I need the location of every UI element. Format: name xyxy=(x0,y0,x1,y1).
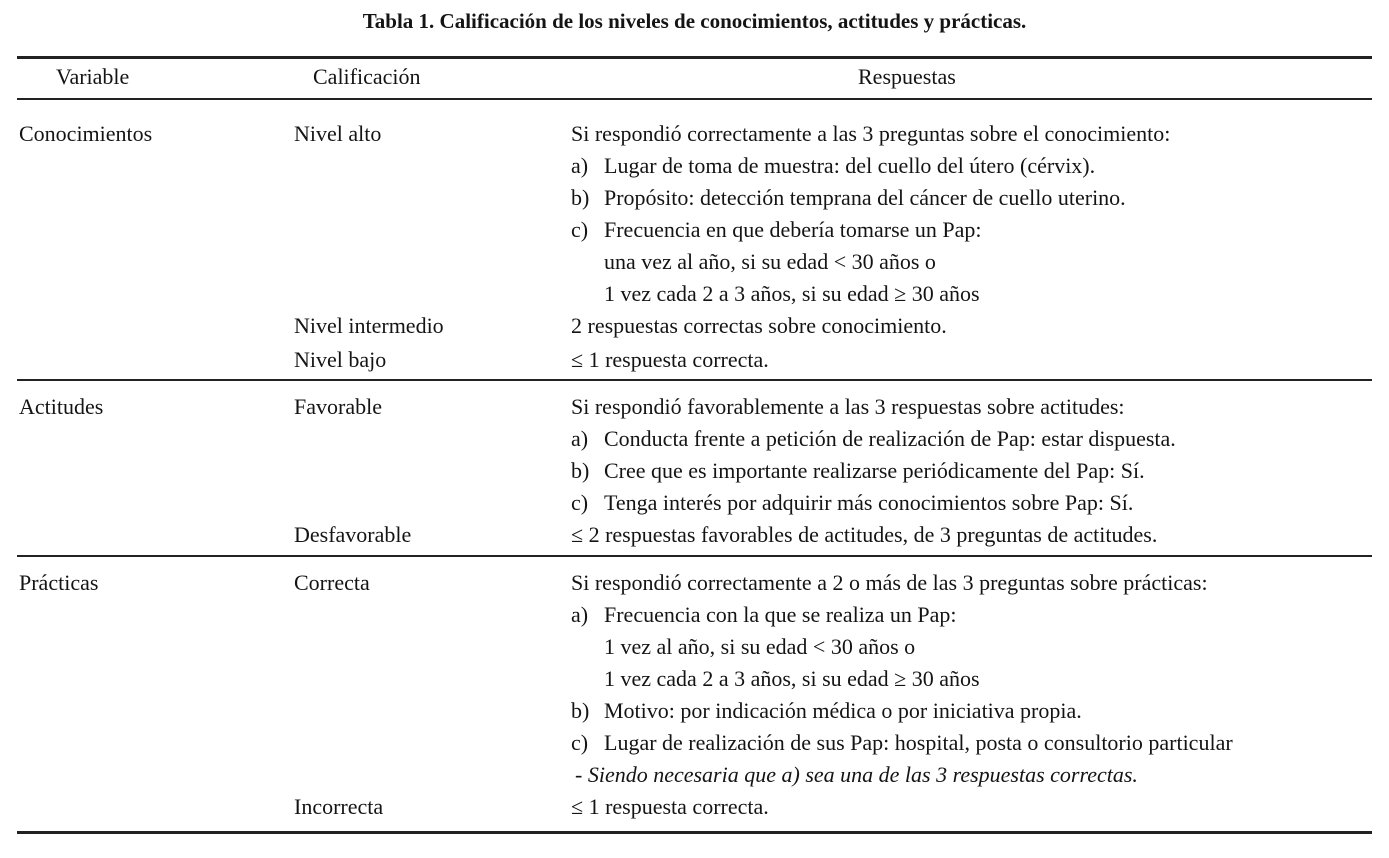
calificacion-label: Correcta xyxy=(294,570,370,595)
respuesta-text: ≤ 1 respuesta correcta. xyxy=(571,347,769,372)
respuesta-block xyxy=(571,567,1233,791)
respuesta-item xyxy=(571,599,1233,631)
item-text: Lugar de toma de muestra: del cuello del útero (cérvix). xyxy=(604,153,1096,178)
item-text: Propósito: detección temprana del cáncer de cuello uterino. xyxy=(604,185,1126,210)
calificacion-label: Nivel intermedio xyxy=(294,313,444,338)
item-text: Cree que es importante realizarse periódicamente del Pap: Sí. xyxy=(604,458,1145,483)
item-label: c) xyxy=(571,490,589,515)
section-divider xyxy=(17,555,1372,557)
item-continuation: una vez al año, si su edad < 30 años o xyxy=(604,249,936,274)
respuesta-item xyxy=(571,455,1176,487)
header-calificacion: Calificación xyxy=(313,64,421,89)
table-caption: Tabla 1. Calificación de los niveles de conocimientos, actitudes y prácticas. xyxy=(362,9,1027,33)
respuesta-block xyxy=(571,391,1176,519)
respuesta-intro: Si respondió correctamente a las 3 preguntas sobre el conocimiento: xyxy=(571,121,1171,146)
item-text: Frecuencia con la que se realiza un Pap: xyxy=(604,602,957,627)
respuesta-intro: Si respondió favorablemente a las 3 respuestas sobre actitudes: xyxy=(571,394,1125,419)
respuesta-text: 2 respuestas correctas sobre conocimiento. xyxy=(571,313,947,338)
item-continuation: 1 vez al año, si su edad < 30 años o xyxy=(604,634,916,659)
calificacion-label: Desfavorable xyxy=(294,522,412,547)
respuesta-item xyxy=(571,695,1233,727)
item-label: b) xyxy=(571,458,590,483)
item-label: c) xyxy=(571,217,589,242)
item-text: Motivo: por indicación médica o por iniciativa propia. xyxy=(604,698,1082,723)
respuesta-block xyxy=(571,118,1170,310)
top-rule xyxy=(17,56,1372,59)
respuesta-item xyxy=(571,487,1176,519)
respuesta-item xyxy=(571,423,1176,455)
respuesta-item xyxy=(571,182,1170,214)
header-variable: Variable xyxy=(56,64,130,89)
item-label: a) xyxy=(571,153,589,178)
item-label: b) xyxy=(571,185,590,210)
item-text: Lugar de realización de sus Pap: hospital, posta o consultorio particular xyxy=(604,730,1233,755)
variable-label: Prácticas xyxy=(19,570,99,595)
respuesta-item xyxy=(571,214,1170,246)
calificacion-label: Nivel bajo xyxy=(294,347,387,372)
respuesta-item xyxy=(571,727,1233,759)
variable-label: Actitudes xyxy=(19,394,104,419)
respuesta-text: ≤ 1 respuesta correcta. xyxy=(571,794,769,819)
item-text: Tenga interés por adquirir más conocimientos sobre Pap: Sí. xyxy=(604,490,1134,515)
respuesta-text: ≤ 2 respuestas favorables de actitudes, de 3 preguntas de actitudes. xyxy=(571,522,1158,547)
item-label: c) xyxy=(571,730,589,755)
item-label: a) xyxy=(571,602,589,627)
header-rule xyxy=(17,98,1372,100)
variable-label: Conocimientos xyxy=(19,121,153,146)
header-respuestas: Respuestas xyxy=(858,64,956,89)
item-continuation: 1 vez cada 2 a 3 años, si su edad ≥ 30 años xyxy=(604,666,980,691)
item-text: Frecuencia en que debería tomarse un Pap: xyxy=(604,217,982,242)
item-label: a) xyxy=(571,426,589,451)
item-label: b) xyxy=(571,698,590,723)
calificacion-label: Nivel alto xyxy=(294,121,382,146)
respuesta-intro: Si respondió correctamente a 2 o más de las 3 preguntas sobre prácticas: xyxy=(571,570,1208,595)
item-continuation: 1 vez cada 2 a 3 años, si su edad ≥ 30 años xyxy=(604,281,980,306)
calificacion-label: Favorable xyxy=(294,394,382,419)
respuesta-item xyxy=(571,150,1170,182)
item-text: Conducta frente a petición de realización de Pap: estar dispuesta. xyxy=(604,426,1176,451)
respuesta-note: - Siendo necesaria que a) sea una de las 3 respuestas correctas. xyxy=(575,762,1138,787)
section-divider xyxy=(17,379,1372,381)
bottom-rule xyxy=(17,831,1372,834)
calificacion-label: Incorrecta xyxy=(294,794,384,819)
